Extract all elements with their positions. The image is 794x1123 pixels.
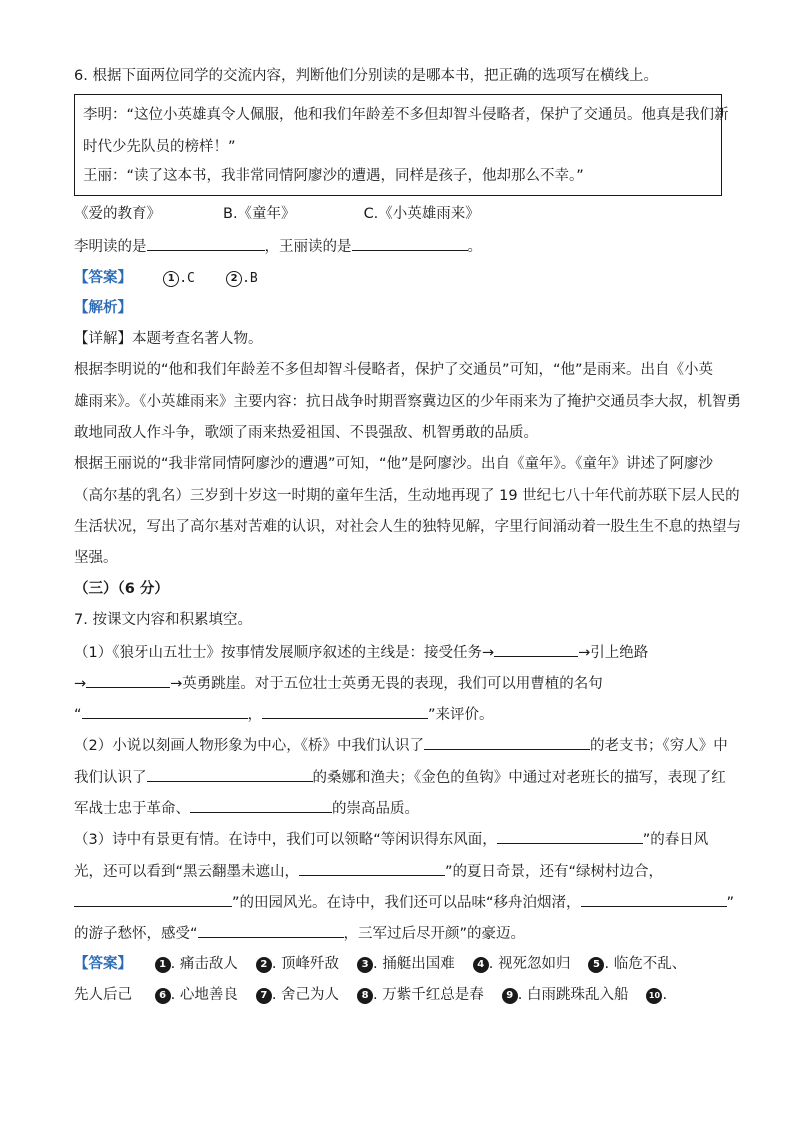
answer-blank[interactable] — [82, 704, 248, 719]
answer-value: . 视死忽如归 — [488, 956, 571, 972]
circle-number-icon: 1 — [155, 957, 171, 973]
circle-number-icon: 2 — [256, 957, 272, 973]
text: ”的田园风光。在诗中，我们还可以品味“移舟泊烟渚， — [232, 895, 581, 911]
text: → — [74, 676, 87, 692]
text: 的崇高品质。 — [332, 801, 419, 817]
answer-blank[interactable] — [581, 892, 727, 907]
q7-answers-line2 — [74, 985, 667, 1005]
circle-number-icon: 6 — [155, 988, 171, 1004]
answer-value: . 万紫千红总是春 — [373, 987, 484, 1003]
answer-blank[interactable] — [424, 735, 590, 750]
answer-row — [137, 956, 687, 972]
paragraph-line: 根据李明说的“他和我们年龄差不多但却智斗侵略者，保护了交通员”可知，“他”是雨来。出自《小英 — [74, 362, 714, 378]
text: →引上绝路 — [578, 645, 649, 661]
answer-value: .C — [179, 271, 195, 286]
q6-fill — [74, 236, 482, 257]
analysis-tag-text: 【解析】 — [74, 300, 132, 316]
q7-part2-line1 — [74, 735, 728, 756]
q7-part1-line1 — [74, 642, 648, 663]
circle-number-icon: 2 — [226, 271, 242, 287]
answer-value: . 痛击敌人 — [170, 956, 238, 972]
answer-value: . — [662, 987, 668, 1003]
circle-number-icon: 8 — [357, 988, 373, 1004]
q7-part2-line2 — [74, 767, 726, 788]
q7-answers-line1 — [74, 954, 686, 974]
option-a: 《爱的教育》 — [74, 206, 161, 222]
analysis-tag — [74, 298, 132, 318]
fill-end: 。 — [467, 239, 482, 255]
dialogue-wangli: 王丽：“读了这本书，我非常同情阿廖沙的遭遇，同样是孩子，他却那么不幸。” — [83, 168, 584, 184]
text: 我们认识了 — [74, 770, 147, 786]
dialogue-liming-line2: 时代少先队员的榜样！” — [83, 139, 236, 155]
text: ，三军过后尽开颜”的豪迈。 — [343, 926, 526, 942]
q7-part3-line2 — [74, 861, 663, 882]
answer-value: . 捅艇出国难 — [373, 956, 455, 972]
answer-row — [137, 987, 667, 1003]
text: 光，还可以看到“黑云翻墨未遮山， — [74, 864, 300, 880]
answer-blank[interactable] — [86, 673, 170, 688]
answer-value: . 白雨跳珠乱入船 — [517, 987, 629, 1003]
text: 的游子愁怀，感受“ — [74, 926, 198, 942]
circle-number-icon: 10 — [646, 988, 662, 1004]
answer-value: . 顶峰歼敌 — [271, 956, 340, 972]
text: ”来评价。 — [428, 707, 494, 723]
answer-blank[interactable] — [299, 861, 445, 876]
q7-part1-line3 — [74, 704, 494, 725]
answer-blank[interactable] — [494, 642, 578, 657]
paragraph-line: 敢地同敌人作斗争，歌颂了雨来热爱祖国、不畏强敌、机智勇敢的品质。 — [74, 425, 538, 441]
answer-value: 先人后己 — [74, 987, 132, 1003]
answer-value: . 临危不乱、 — [604, 956, 687, 972]
option-c: C.《小英雄雨来》 — [363, 206, 480, 222]
q7-part3-line1 — [74, 829, 708, 850]
answer-value: . 舍己为人 — [271, 987, 340, 1003]
text: “ — [74, 707, 82, 723]
answer-blank[interactable] — [198, 923, 344, 938]
dialogue-box — [74, 94, 729, 196]
circle-number-icon: 7 — [256, 988, 272, 1004]
fill-label-wangli: ，王丽读的是 — [264, 239, 352, 255]
q6-options — [74, 204, 480, 224]
dialogue-liming-line1: 李明：“这位小英雄真令人佩服，他和我们年龄差不多但却智斗侵略者，保护了交通员。他真是我们新 — [83, 107, 729, 123]
paragraph-line: 根据王丽说的“我非常同情阿廖沙的遭遇”可知，“他”是阿廖沙。出自《童年》。《童年》讲述了阿廖沙 — [74, 456, 714, 472]
circle-number-icon: 3 — [357, 957, 373, 973]
answer-blank[interactable] — [190, 798, 332, 813]
q6-stem: 6. 根据下面两位同学的交流内容，判断他们分别读的是哪本书，把正确的选项写在横线上。 — [74, 68, 658, 84]
text: ”的夏日奇景，还有“绿树村边合， — [445, 864, 664, 880]
text: （3）诗中有景更有情。在诗中，我们可以领略“等闲识得东风面， — [74, 832, 497, 848]
option-b: B.《童年》 — [223, 206, 296, 222]
q7-stem: 7. 按课文内容和积累填空。 — [74, 612, 252, 628]
answer-tag: 【答案】 — [74, 956, 132, 972]
fill-label-liming: 李明读的是 — [74, 239, 147, 255]
detail-line: 【详解】本题考查名著人物。 — [74, 331, 263, 347]
paragraph-line: （高尔基的乳名）三岁到十岁这一时期的童年生活，生动地再现了 19 世纪七八十年代前苏联下层人民的 — [74, 488, 740, 504]
text: →英勇跳崖。对于五位壮士英勇无畏的表现，我们可以用曹植的名句 — [170, 676, 603, 692]
answer-value: .B — [242, 271, 258, 286]
circle-number-icon: 4 — [473, 957, 489, 973]
text: 军战士忠于革命、 — [74, 801, 190, 817]
answer-blank[interactable] — [147, 767, 313, 782]
paragraph-line: 雄雨来》。《小英雄雨来》主要内容：抗日战争时期晋察冀边区的少年雨来为了掩护交通员李大叔，机智勇 — [74, 394, 741, 410]
paragraph-line: 生活状况，写出了高尔基对苦难的认识，对社会人生的独特见解，字里行间涌动着一股生生不息的热望与 — [74, 519, 741, 535]
q7-part3-line3 — [74, 892, 734, 913]
text: 的老支书；《穷人》中 — [589, 738, 728, 754]
circle-number-icon: 1 — [163, 271, 179, 287]
text: 的桑娜和渔夫；《金色的鱼钩》中通过对老班长的描写，表现了红 — [312, 770, 726, 786]
answer-tag: 【答案】 — [74, 270, 132, 286]
text: ”的春日风 — [642, 832, 709, 848]
section-title: （三）（6 分） — [74, 581, 169, 597]
answer-blank[interactable] — [74, 892, 232, 907]
text: （2）小说以刻画人物形象为中心，《桥》中我们认识了 — [74, 738, 424, 754]
circle-number-icon: 9 — [502, 988, 518, 1004]
q7-part2-line3 — [74, 798, 419, 819]
answer-blank[interactable] — [352, 236, 468, 251]
paragraph-line: 坚强。 — [74, 550, 118, 566]
answer-value: . 心地善良 — [170, 987, 238, 1003]
text: （1）《狼牙山五壮士》按事情发展顺序叙述的主线是：接受任务→ — [74, 645, 495, 661]
q7-part3-line4 — [74, 923, 525, 944]
answer-blank[interactable] — [147, 236, 265, 251]
text: ” — [726, 895, 735, 911]
q6-answer — [74, 268, 258, 289]
q7-part1-line2 — [74, 673, 603, 694]
text: ， — [247, 707, 263, 723]
answer-blank[interactable] — [262, 704, 428, 719]
answer-blank[interactable] — [497, 829, 643, 844]
circle-number-icon: 5 — [588, 957, 604, 973]
